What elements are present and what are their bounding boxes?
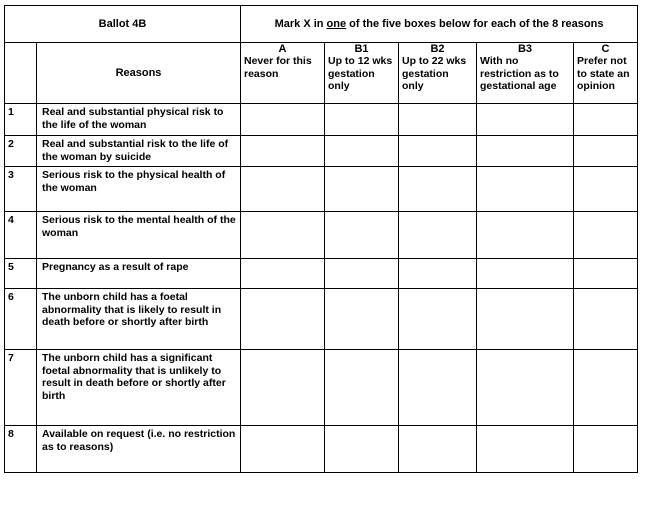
mark-box-a[interactable] [241, 426, 325, 473]
row-number: 1 [5, 104, 37, 136]
reason-row [5, 212, 638, 259]
mark-box-a[interactable] [241, 212, 325, 259]
reason-row [5, 104, 638, 136]
instruction-text: Mark X in one of the five boxes below for each of the 8 reasons [241, 6, 638, 43]
mark-box-b3[interactable] [477, 167, 574, 212]
ballot-title: Ballot 4B [5, 6, 241, 43]
row-number: 4 [5, 212, 37, 259]
mark-box-c[interactable] [574, 426, 638, 473]
option-b3-header: B3 With no restriction as to gestational age [477, 43, 574, 104]
mark-box-b3[interactable] [477, 136, 574, 167]
mark-box-b2[interactable] [399, 259, 477, 289]
mark-box-a[interactable] [241, 167, 325, 212]
reason-row [5, 289, 638, 350]
mark-box-c[interactable] [574, 104, 638, 136]
row-number: 5 [5, 259, 37, 289]
mark-box-b1[interactable] [325, 289, 399, 350]
ballot-form [4, 5, 638, 473]
mark-box-b1[interactable] [325, 212, 399, 259]
reason-text: Real and substantial physical risk to the life of the woman [37, 104, 241, 136]
mark-box-b3[interactable] [477, 212, 574, 259]
reason-text: Serious risk to the mental health of the woman [37, 212, 241, 259]
option-b2-header: B2 Up to 22 wks gestation only [399, 43, 477, 104]
row-number: 7 [5, 350, 37, 426]
reason-text: Real and substantial risk to the life of the woman by suicide [37, 136, 241, 167]
row-number: 8 [5, 426, 37, 473]
reason-text: The unborn child has a foetal abnormality that is likely to result in death before or shortly after birth [37, 289, 241, 350]
mark-box-c[interactable] [574, 259, 638, 289]
reason-row [5, 167, 638, 212]
mark-box-a[interactable] [241, 136, 325, 167]
number-header [5, 43, 37, 104]
mark-box-b3[interactable] [477, 289, 574, 350]
reason-row [5, 426, 638, 473]
mark-box-b1[interactable] [325, 167, 399, 212]
mark-box-a[interactable] [241, 104, 325, 136]
row-number: 2 [5, 136, 37, 167]
mark-box-c[interactable] [574, 167, 638, 212]
mark-box-b2[interactable] [399, 104, 477, 136]
mark-box-a[interactable] [241, 289, 325, 350]
mark-box-a[interactable] [241, 259, 325, 289]
ballot-table [4, 5, 638, 473]
mark-box-b3[interactable] [477, 104, 574, 136]
reason-row [5, 259, 638, 289]
mark-box-c[interactable] [574, 289, 638, 350]
options-header-row [5, 43, 638, 104]
mark-box-b2[interactable] [399, 426, 477, 473]
reason-text: Serious risk to the physical health of the woman [37, 167, 241, 212]
row-number: 6 [5, 289, 37, 350]
mark-box-b2[interactable] [399, 212, 477, 259]
reason-row [5, 350, 638, 426]
reason-text: The unborn child has a significant foetal abnormality that is unlikely to result in death before or shortly after birth [37, 350, 241, 426]
reasons-header: Reasons [37, 43, 241, 104]
option-c-header: C Prefer not to state an opinion [574, 43, 638, 104]
mark-box-b1[interactable] [325, 136, 399, 167]
mark-box-c[interactable] [574, 350, 638, 426]
mark-box-b3[interactable] [477, 350, 574, 426]
reason-row [5, 136, 638, 167]
mark-box-b1[interactable] [325, 259, 399, 289]
mark-box-c[interactable] [574, 212, 638, 259]
reason-text: Available on request (i.e. no restriction as to reasons) [37, 426, 241, 473]
mark-box-c[interactable] [574, 136, 638, 167]
mark-box-b2[interactable] [399, 136, 477, 167]
option-a-header: A Never for this reason [241, 43, 325, 104]
mark-box-b2[interactable] [399, 167, 477, 212]
mark-box-b1[interactable] [325, 104, 399, 136]
row-number: 3 [5, 167, 37, 212]
mark-box-b2[interactable] [399, 289, 477, 350]
mark-box-b1[interactable] [325, 350, 399, 426]
option-b1-header: B1 Up to 12 wks gestation only [325, 43, 399, 104]
reason-text: Pregnancy as a result of rape [37, 259, 241, 289]
mark-box-b3[interactable] [477, 259, 574, 289]
mark-box-b3[interactable] [477, 426, 574, 473]
mark-box-b1[interactable] [325, 426, 399, 473]
mark-box-b2[interactable] [399, 350, 477, 426]
mark-box-a[interactable] [241, 350, 325, 426]
